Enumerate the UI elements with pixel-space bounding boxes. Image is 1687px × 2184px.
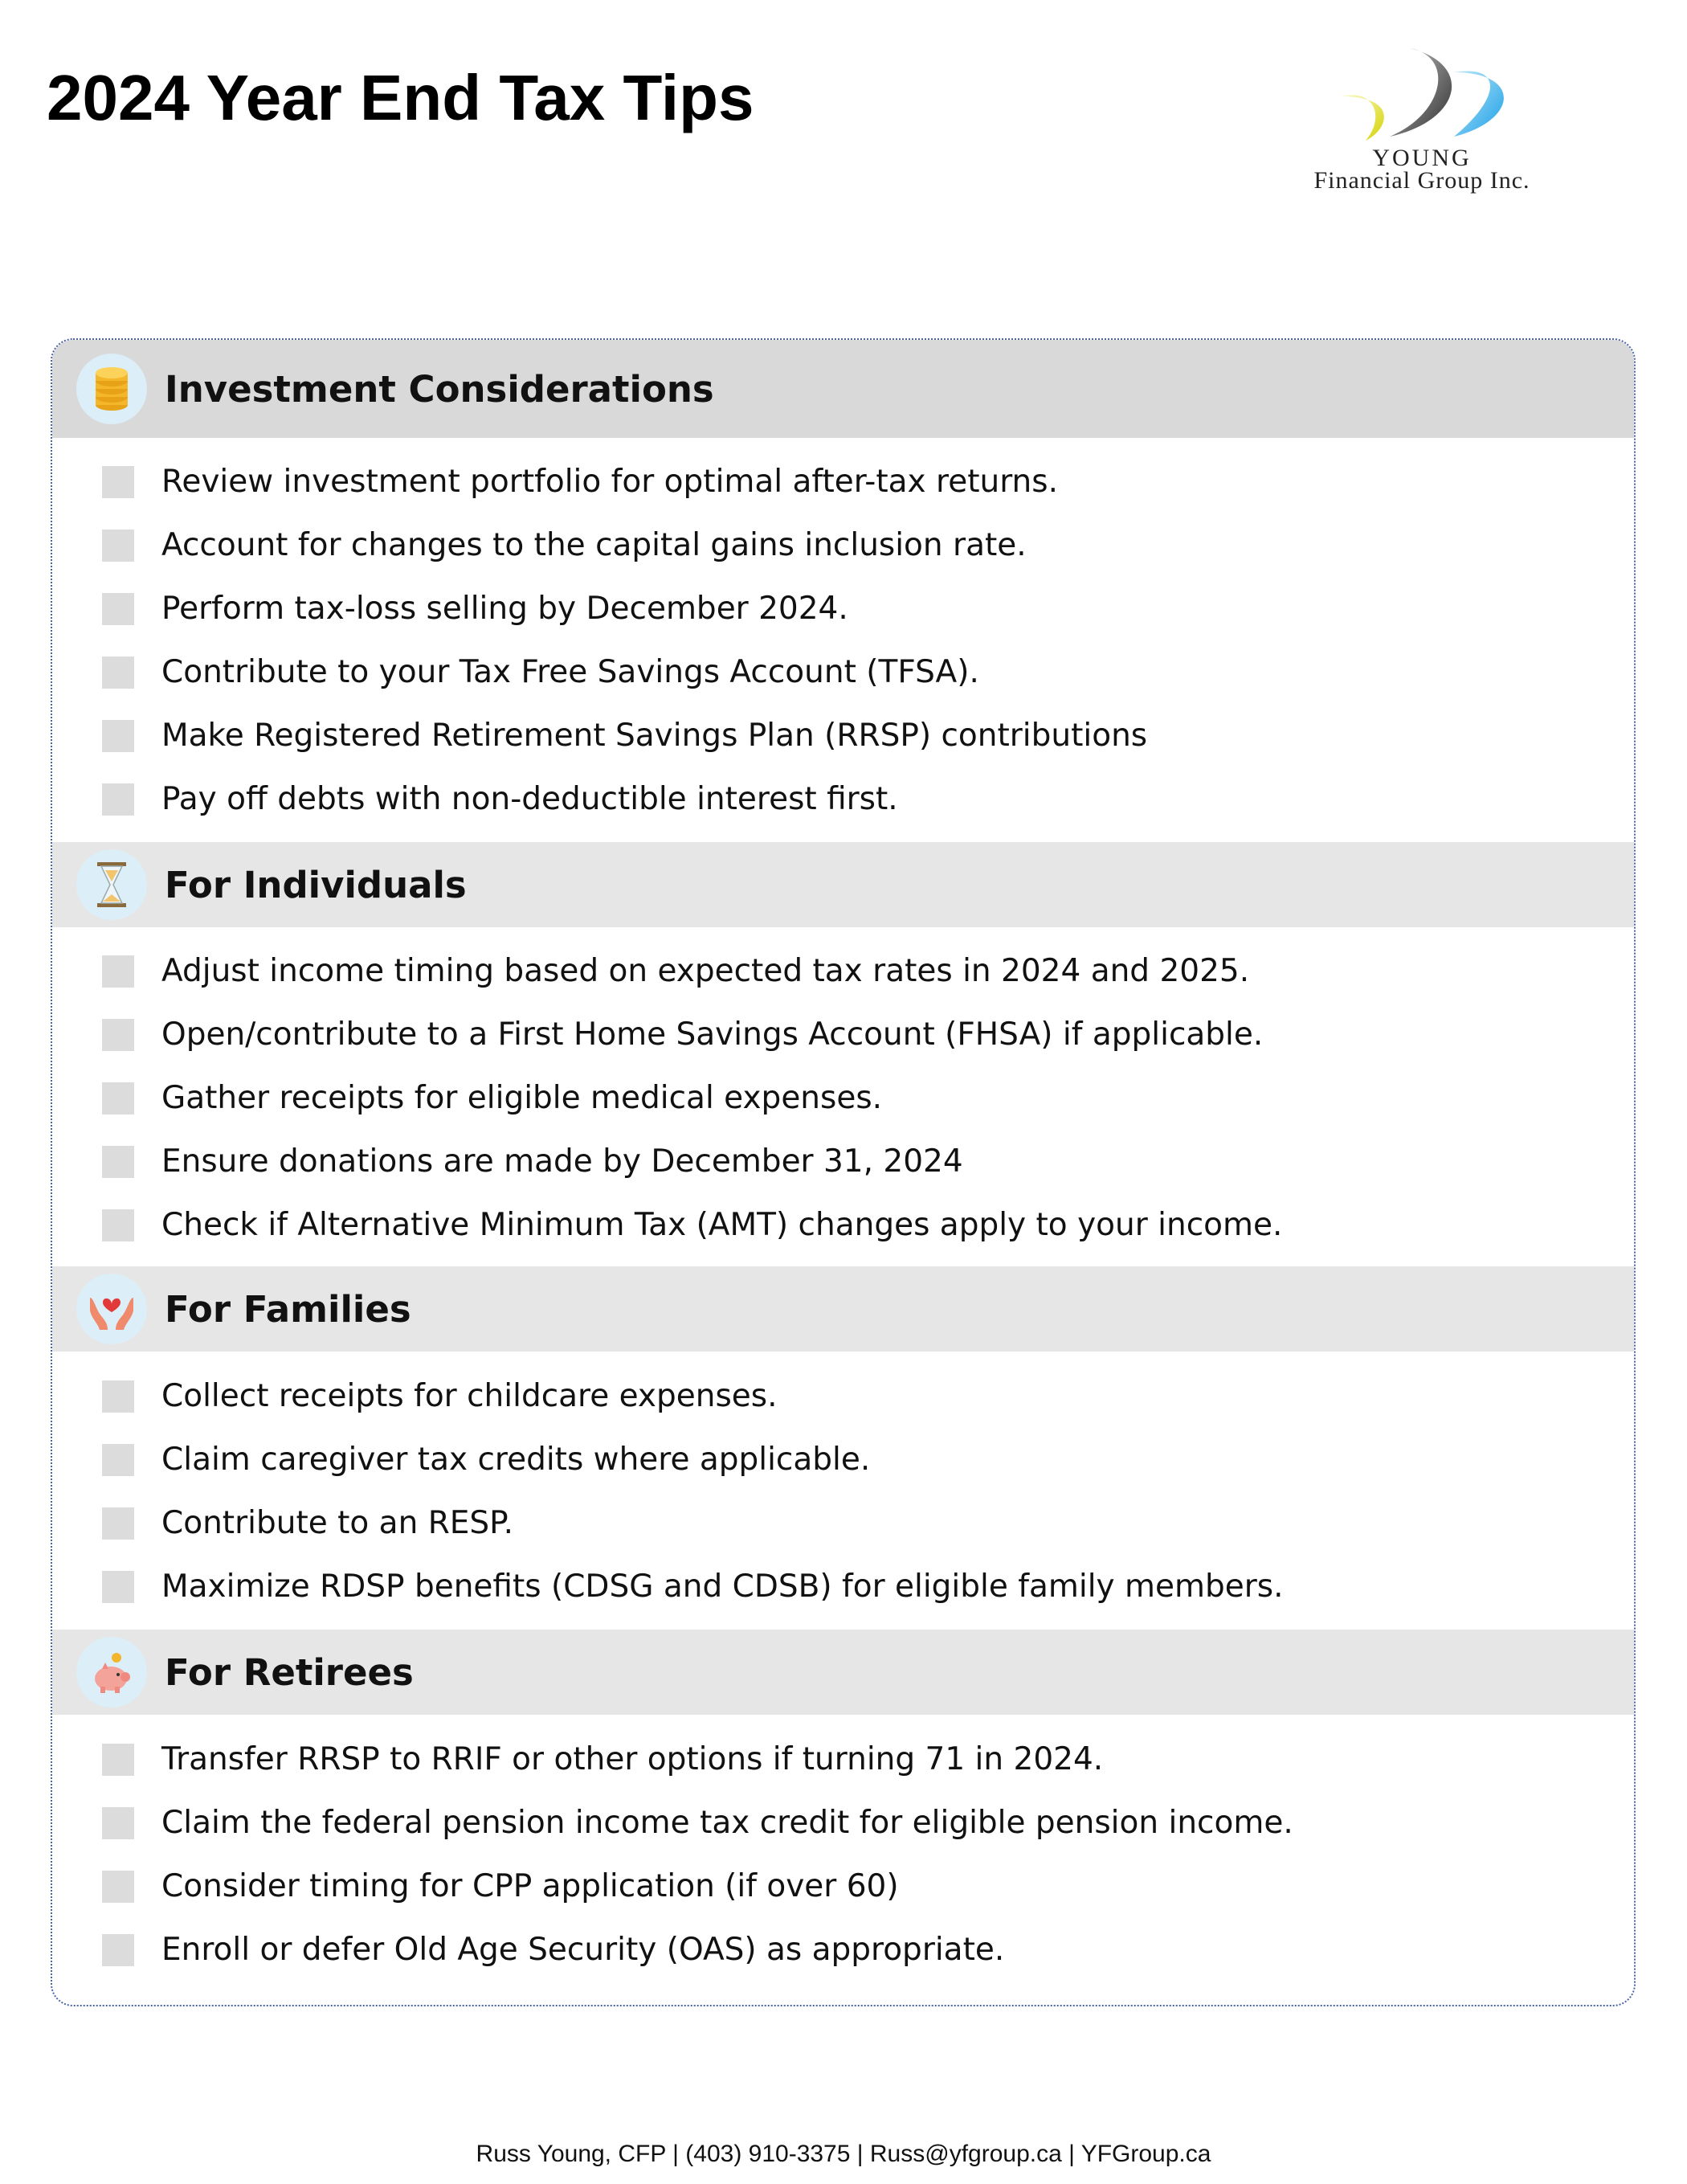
checkbox[interactable]	[102, 530, 134, 562]
logo-subtitle: Financial Group Inc.	[1313, 167, 1530, 194]
checklist-item	[52, 513, 1634, 577]
checkbox[interactable]	[102, 1082, 134, 1114]
item-text: Collect receipts for childcare expenses.	[161, 1378, 778, 1414]
checkbox[interactable]	[102, 1744, 134, 1776]
checkbox[interactable]	[102, 1871, 134, 1903]
item-text: Ensure donations are made by December 31, 2024	[161, 1143, 963, 1180]
checkbox[interactable]	[102, 1571, 134, 1603]
section-header-retirees	[52, 1630, 1634, 1715]
page-title: 2024 Year End Tax Tips	[47, 62, 754, 133]
checklist-item	[52, 1428, 1634, 1491]
checklist-item	[52, 1066, 1634, 1130]
checkbox[interactable]	[102, 1507, 134, 1540]
checklist-item	[52, 1918, 1634, 1982]
company-logo	[1213, 32, 1631, 201]
checklist-item	[52, 1855, 1634, 1918]
checklist-card	[51, 338, 1636, 2006]
checklist-item	[52, 1130, 1634, 1193]
item-text: Gather receipts for eligible medical expenses.	[161, 1080, 883, 1116]
logo-name: YOUNG	[1372, 145, 1472, 171]
checklist-item	[52, 767, 1634, 831]
section-header-individuals	[52, 842, 1634, 927]
item-text: Pay off debts with non-deductible interest first.	[161, 781, 898, 817]
checklist-item	[52, 704, 1634, 767]
checkbox[interactable]	[102, 656, 134, 689]
checkbox[interactable]	[102, 466, 134, 498]
coin-stack-icon	[76, 354, 147, 424]
item-text: Perform tax-loss selling by December 2024.	[161, 591, 848, 627]
checkbox[interactable]	[102, 1019, 134, 1051]
swoosh-logo-icon	[1334, 40, 1518, 153]
item-text: Enroll or defer Old Age Security (OAS) as appropriate.	[161, 1932, 1005, 1968]
checklist-item	[52, 577, 1634, 640]
hands-heart-icon	[76, 1274, 147, 1344]
checklist-item	[52, 1728, 1634, 1791]
checkbox[interactable]	[102, 1934, 134, 1966]
checkbox[interactable]	[102, 1444, 134, 1476]
item-text: Contribute to your Tax Free Savings Account (TFSA).	[161, 654, 979, 690]
section-title: Investment Considerations	[165, 367, 714, 411]
checkbox[interactable]	[102, 955, 134, 988]
checkbox[interactable]	[102, 783, 134, 816]
checkbox[interactable]	[102, 720, 134, 752]
item-text: Open/contribute to a First Home Savings Account (FHSA) if applicable.	[161, 1016, 1264, 1053]
checklist-item	[52, 939, 1634, 1003]
section-header-families	[52, 1266, 1634, 1352]
checkbox[interactable]	[102, 1146, 134, 1178]
item-text: Account for changes to the capital gains inclusion rate.	[161, 527, 1027, 563]
checklist-item	[52, 640, 1634, 704]
item-text: Adjust income timing based on expected tax rates in 2024 and 2025.	[161, 953, 1250, 989]
checklist-item	[52, 1364, 1634, 1428]
item-text: Contribute to an RESP.	[161, 1505, 514, 1541]
item-text: Claim caregiver tax credits where applicable.	[161, 1442, 871, 1478]
item-text: Make Registered Retirement Savings Plan (RRSP) contributions	[161, 718, 1148, 754]
checkbox[interactable]	[102, 1209, 134, 1241]
checklist-item	[52, 1003, 1634, 1066]
item-text: Consider timing for CPP application (if over 60)	[161, 1868, 899, 1904]
section-header-investment	[52, 340, 1634, 438]
hourglass-icon	[76, 849, 147, 920]
section-title: For Retirees	[165, 1650, 414, 1694]
checklist-item	[52, 1555, 1634, 1618]
item-text: Claim the federal pension income tax credit for eligible pension income.	[161, 1805, 1293, 1841]
checkbox[interactable]	[102, 593, 134, 625]
checklist-item	[52, 1491, 1634, 1555]
section-title: For Individuals	[165, 863, 467, 906]
checklist-item	[52, 450, 1634, 513]
item-text: Maximize RDSP benefits (CDSG and CDSB) for eligible family members.	[161, 1568, 1284, 1605]
checkbox[interactable]	[102, 1807, 134, 1839]
checklist-item	[52, 1791, 1634, 1855]
item-text: Check if Alternative Minimum Tax (AMT) changes apply to your income.	[161, 1207, 1283, 1243]
checkbox[interactable]	[102, 1380, 134, 1413]
item-text: Review investment portfolio for optimal after-tax returns.	[161, 464, 1058, 500]
item-text: Transfer RRSP to RRIF or other options if turning 71 in 2024.	[161, 1741, 1104, 1777]
piggy-bank-icon	[76, 1637, 147, 1708]
checklist-item	[52, 1193, 1634, 1257]
footer-contact: Russ Young, CFP | (403) 910-3375 | Russ@yfgroup.ca | YFGroup.ca	[476, 2141, 1211, 2167]
section-title: For Families	[165, 1287, 411, 1331]
